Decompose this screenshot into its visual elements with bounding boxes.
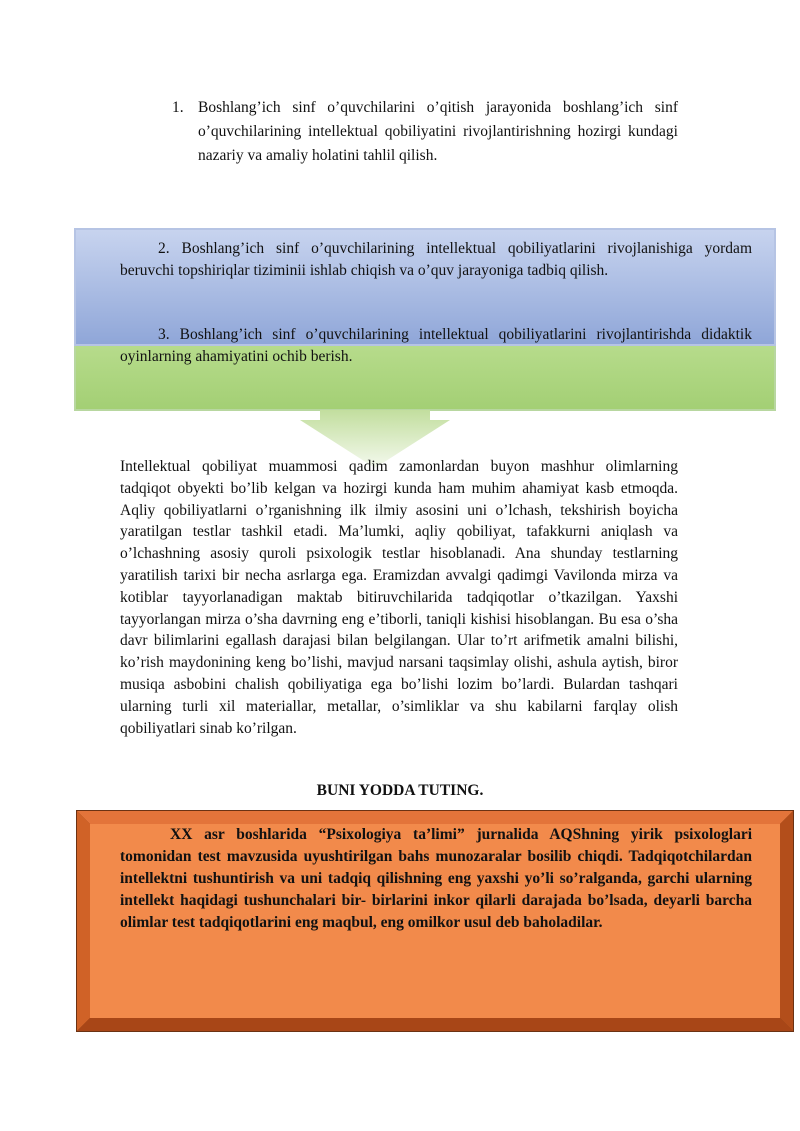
item-1-text: Boshlang’ich sinf o’quvchilarini o’qitish jarayonida boshlang’ich sinf o’quvchilarining intellektual qobiliyatini rivojlantirishning hozirgi kundagi nazariy va amaliy holatini tahlil qilish. xyxy=(198,99,678,164)
goal-item-3: 3. Boshlang’ich sinf o’quvchilarining intellektual qobiliyatlarini rivojlantirishda didaktik oyinlarning ahamiyatini ochib berish. xyxy=(120,326,752,365)
goals-banner xyxy=(74,228,776,412)
notice-title: BUNI YODDA TUTING. xyxy=(316,782,484,799)
notice-box xyxy=(76,810,794,1032)
numbered-item-1 xyxy=(172,96,678,168)
notice-text: XX asr boshlarida “Psixologiya ta’limi” jurnalida AQShning yirik psixologlari tomonidan test mavzusida uyushtirilgan bahs munozaralar bosilib chiqdi. Tadqiqotchilardan intellektni tushuntirish va uni tadqiq qilishning eng yaxshi yo’li so’ralganda, garchi ularning intellekt haqidagi tushunchalari bir- birlarini inkor qilarli darajada bo’lsada, deyarli barcha olimlar test tadqiqotlarini eng maqbul, eng omilkor usul deb baholadilar. xyxy=(120,826,752,931)
goal-item-2: 2. Boshlang’ich sinf o’quvchilarining intellektual qobiliyatlarini rivojlanishiga yordam beruvchi topshiriqlar tiziminii ishlab chiqish va o’quv jarayoniga tadbiq qilish. xyxy=(120,240,752,279)
item-number: 1. xyxy=(172,99,184,116)
main-paragraph: Intellektual qobiliyat muammosi qadim zamonlardan buyon mashhur olimlarning tadqiqot obyekti bo’lib kelgan va hozirgi kunda ham muhim ahamiyat kasb etmoqda. Aqliy qobiliyatlarni o’rganishning ilk ilmiy asosini uni o’lchash, tekshirish boyicha yaratilgan testlar tashkil etadi. Ma’lumki, aqliy qobiliyat, tafakkurni aniqlash va o’lchashning asosiy quroli psixologik testlar hisoblanadi. Ana shunday testlarning yaratilish tarixi bir necha asrlarga ega. Eramizdan avvalgi qadimgi Vavilonda mirza va kotiblar tayyorlanadigan maktab bitiruvchilarida tadqiqotlar o’tkazilgan. Yaxshi tayyorlangan mirza o’sha davrning eng e’tiborli, taniqli kishisi hisoblangan. Bu esa o’sha davr bilimlarini egallash darajasi bilan belgilangan. Ular to’rt arifmetik amalni bilishi, ko’rish maydonining keng bo’lishi, mavjud narsani taqsimlay olishi, ashula aytish, biror musiqa asbobini chalish qobiliyatiga ega bo’lishi lozim bo’lardi. Bulardan tashqari ularning turli xil materiallar, metallar, o’simliklar va shu kabilarni farqlay olish qobiliyatlari sinab ko’rilgan. xyxy=(120,458,678,737)
